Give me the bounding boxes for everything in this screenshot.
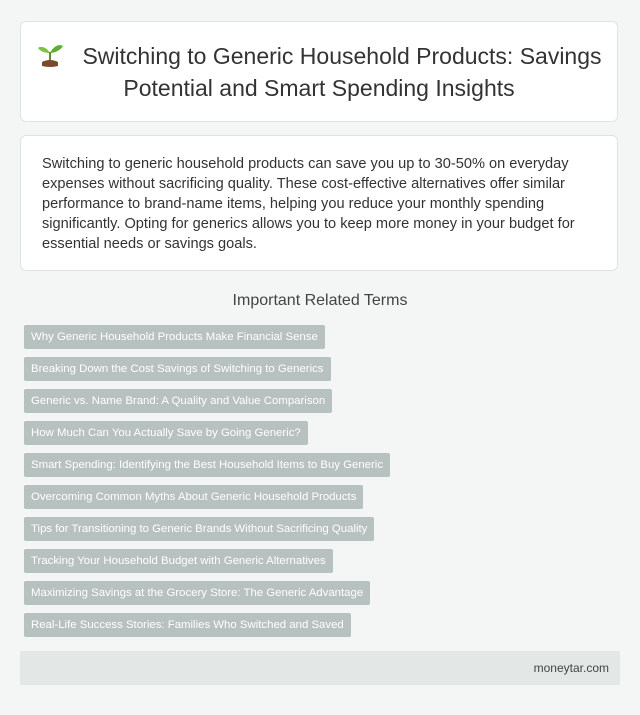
related-term-tag[interactable]: Why Generic Household Products Make Financial Sense xyxy=(24,325,325,349)
page-title-text: Switching to Generic Household Products: Savings Potential and Smart Spending Insights xyxy=(82,42,602,101)
related-terms-heading: Important Related Terms xyxy=(232,292,408,309)
title-card xyxy=(20,21,618,122)
related-term-tag[interactable]: Smart Spending: Identifying the Best Household Items to Buy Generic xyxy=(24,453,390,477)
related-term-tag[interactable]: How Much Can You Actually Save by Going Generic? xyxy=(24,421,308,445)
related-term-tag[interactable]: Generic vs. Name Brand: A Quality and Value Comparison xyxy=(24,389,332,413)
related-term-tag[interactable]: Breaking Down the Cost Savings of Switching to Generics xyxy=(24,357,331,381)
related-term-tag[interactable]: Real-Life Success Stories: Families Who Switched and Saved xyxy=(24,613,351,637)
summary-card xyxy=(20,135,618,271)
related-term-tag[interactable]: Overcoming Common Myths About Generic Household Products xyxy=(24,485,363,509)
related-term-tag[interactable]: Maximizing Savings at the Grocery Store: The Generic Advantage xyxy=(24,581,370,605)
page-title xyxy=(21,40,617,104)
related-term-tag[interactable]: Tracking Your Household Budget with Generic Alternatives xyxy=(24,549,333,573)
footer-site-link[interactable]: moneytar.com xyxy=(533,661,609,675)
summary-text: Switching to generic household products can save you up to 30-50% on everyday expenses without sacrificing quality. These cost-effective alternatives offer similar performance to brand-name items, helping you reduce your monthly spending significantly. Opting for generics allows you to keep more money in your budget for essential needs or savings goals. xyxy=(42,156,575,252)
related-terms-list xyxy=(24,325,390,645)
sprout-icon xyxy=(36,42,64,68)
related-term-tag[interactable]: Tips for Transitioning to Generic Brands Without Sacrificing Quality xyxy=(24,517,374,541)
footer xyxy=(20,651,620,685)
